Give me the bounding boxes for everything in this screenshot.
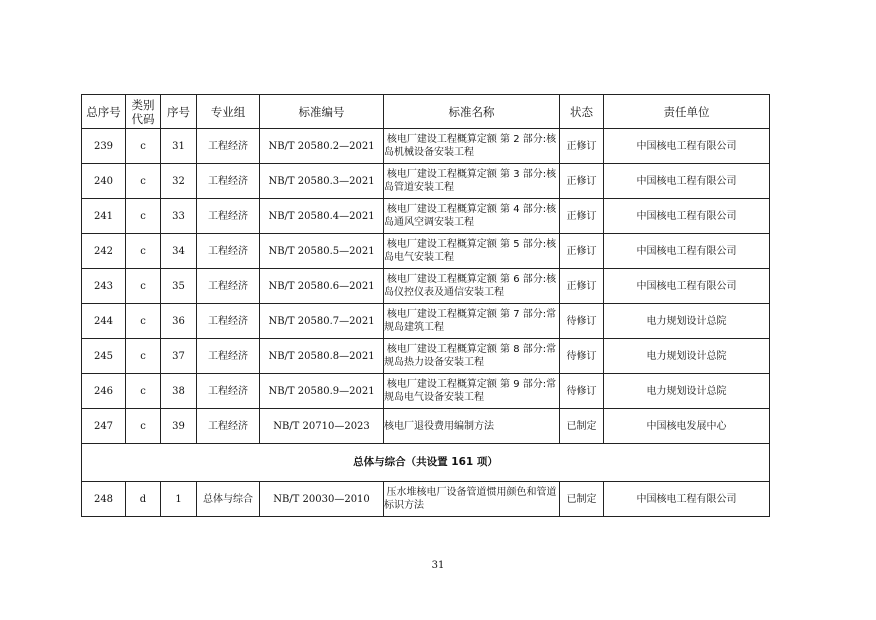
standard-code-cell: NB/T 20580.8—2021 (260, 339, 384, 374)
header-category-code-line1: 类别 (131, 97, 155, 112)
group-cell: 工程经济 (197, 129, 260, 164)
group-cell: 工程经济 (197, 164, 260, 199)
table-header-row (82, 95, 770, 129)
responsible-unit-cell: 中国核电工程有限公司 (604, 269, 770, 304)
seq-cell: 39 (161, 409, 197, 444)
responsible-unit-cell: 中国核电工程有限公司 (604, 234, 770, 269)
standard-name-cell: 核电厂建设工程概算定额 第 4 部分:核岛通风空调安装工程 (384, 199, 560, 234)
status-cell: 正修订 (560, 269, 604, 304)
table-body (82, 129, 770, 517)
group-cell: 工程经济 (197, 234, 260, 269)
status-cell: 正修订 (560, 234, 604, 269)
seq-cell: 32 (161, 164, 197, 199)
header-total-seq: 总序号 (82, 95, 126, 129)
standards-table (81, 94, 770, 517)
standard-code-cell: NB/T 20580.9—2021 (260, 374, 384, 409)
seq-cell: 37 (161, 339, 197, 374)
table-row (82, 269, 770, 304)
category-code-cell: c (126, 234, 161, 269)
status-cell: 待修订 (560, 339, 604, 374)
total-seq-cell: 241 (82, 199, 126, 234)
standard-code-cell: NB/T 20580.5—2021 (260, 234, 384, 269)
total-seq-cell: 247 (82, 409, 126, 444)
table-row (82, 409, 770, 444)
total-seq-cell: 244 (82, 304, 126, 339)
responsible-unit-cell: 中国核电发展中心 (604, 409, 770, 444)
responsible-unit-cell: 中国核电工程有限公司 (604, 199, 770, 234)
standard-name-cell: 核电厂建设工程概算定额 第 5 部分:核岛电气安装工程 (384, 234, 560, 269)
header-group: 专业组 (197, 95, 260, 129)
standard-code-cell: NB/T 20580.2—2021 (260, 129, 384, 164)
total-seq-cell: 248 (82, 482, 126, 517)
standard-name-cell: 核电厂建设工程概算定额 第 9 部分:常规岛电气设备安装工程 (384, 374, 560, 409)
group-cell: 工程经济 (197, 199, 260, 234)
category-code-cell: c (126, 304, 161, 339)
standard-code-cell: NB/T 20580.7—2021 (260, 304, 384, 339)
status-cell: 已制定 (560, 409, 604, 444)
standard-name-cell: 核电厂建设工程概算定额 第 8 部分:常规岛热力设备安装工程 (384, 339, 560, 374)
status-cell: 待修订 (560, 304, 604, 339)
seq-cell: 31 (161, 129, 197, 164)
standard-code-cell: NB/T 20710—2023 (260, 409, 384, 444)
table-row (82, 482, 770, 517)
total-seq-cell: 246 (82, 374, 126, 409)
category-code-cell: c (126, 164, 161, 199)
total-seq-cell: 242 (82, 234, 126, 269)
standard-name-cell: 核电厂建设工程概算定额 第 7 部分:常规岛建筑工程 (384, 304, 560, 339)
total-seq-cell: 245 (82, 339, 126, 374)
seq-cell: 36 (161, 304, 197, 339)
standard-name-cell: 核电厂退役费用编制方法 (384, 409, 560, 444)
header-category-code (126, 95, 161, 129)
page-number: 31 (431, 560, 445, 571)
seq-cell: 35 (161, 269, 197, 304)
responsible-unit-cell: 电力规划设计总院 (604, 304, 770, 339)
header-responsible-unit: 责任单位 (604, 95, 770, 129)
table-row (82, 339, 770, 374)
category-code-cell: d (126, 482, 161, 517)
table-row (82, 234, 770, 269)
responsible-unit-cell: 电力规划设计总院 (604, 339, 770, 374)
status-cell: 待修订 (560, 374, 604, 409)
standard-name-cell: 核电厂建设工程概算定额 第 3 部分:核岛管道安装工程 (384, 164, 560, 199)
group-cell: 工程经济 (197, 269, 260, 304)
total-seq-cell: 240 (82, 164, 126, 199)
standard-name-cell: 压水堆核电厂设备管道惯用颜色和管道标识方法 (384, 482, 560, 517)
status-cell: 正修订 (560, 129, 604, 164)
total-seq-cell: 239 (82, 129, 126, 164)
seq-cell: 38 (161, 374, 197, 409)
standard-name-cell: 核电厂建设工程概算定额 第 6 部分:核岛仪控仪表及通信安装工程 (384, 269, 560, 304)
standard-code-cell: NB/T 20580.4—2021 (260, 199, 384, 234)
header-seq: 序号 (161, 95, 197, 129)
header-category-code-line2: 代码 (131, 111, 155, 126)
table-row (82, 304, 770, 339)
group-cell: 总体与综合 (197, 482, 260, 517)
group-cell: 工程经济 (197, 374, 260, 409)
category-code-cell: c (126, 374, 161, 409)
table-row (82, 199, 770, 234)
section-header-row (82, 444, 770, 482)
category-code-cell: c (126, 129, 161, 164)
category-code-cell: c (126, 409, 161, 444)
total-seq-cell: 243 (82, 269, 126, 304)
table-row (82, 374, 770, 409)
seq-cell: 33 (161, 199, 197, 234)
header-status: 状态 (560, 95, 604, 129)
responsible-unit-cell: 中国核电工程有限公司 (604, 129, 770, 164)
section-title: 总体与综合（共设置 161 项） (82, 444, 770, 482)
header-standard-name: 标准名称 (384, 95, 560, 129)
group-cell: 工程经济 (197, 304, 260, 339)
seq-cell: 34 (161, 234, 197, 269)
group-cell: 工程经济 (197, 409, 260, 444)
responsible-unit-cell: 中国核电工程有限公司 (604, 482, 770, 517)
status-cell: 正修订 (560, 199, 604, 234)
status-cell: 正修订 (560, 164, 604, 199)
responsible-unit-cell: 中国核电工程有限公司 (604, 164, 770, 199)
category-code-cell: c (126, 269, 161, 304)
seq-cell: 1 (161, 482, 197, 517)
category-code-cell: c (126, 339, 161, 374)
standard-code-cell: NB/T 20030—2010 (260, 482, 384, 517)
standard-code-cell: NB/T 20580.6—2021 (260, 269, 384, 304)
header-standard-code: 标准编号 (260, 95, 384, 129)
table-row (82, 164, 770, 199)
status-cell: 已制定 (560, 482, 604, 517)
category-code-cell: c (126, 199, 161, 234)
standard-code-cell: NB/T 20580.3—2021 (260, 164, 384, 199)
standard-name-cell: 核电厂建设工程概算定额 第 2 部分:核岛机械设备安装工程 (384, 129, 560, 164)
responsible-unit-cell: 电力规划设计总院 (604, 374, 770, 409)
group-cell: 工程经济 (197, 339, 260, 374)
table-row (82, 129, 770, 164)
